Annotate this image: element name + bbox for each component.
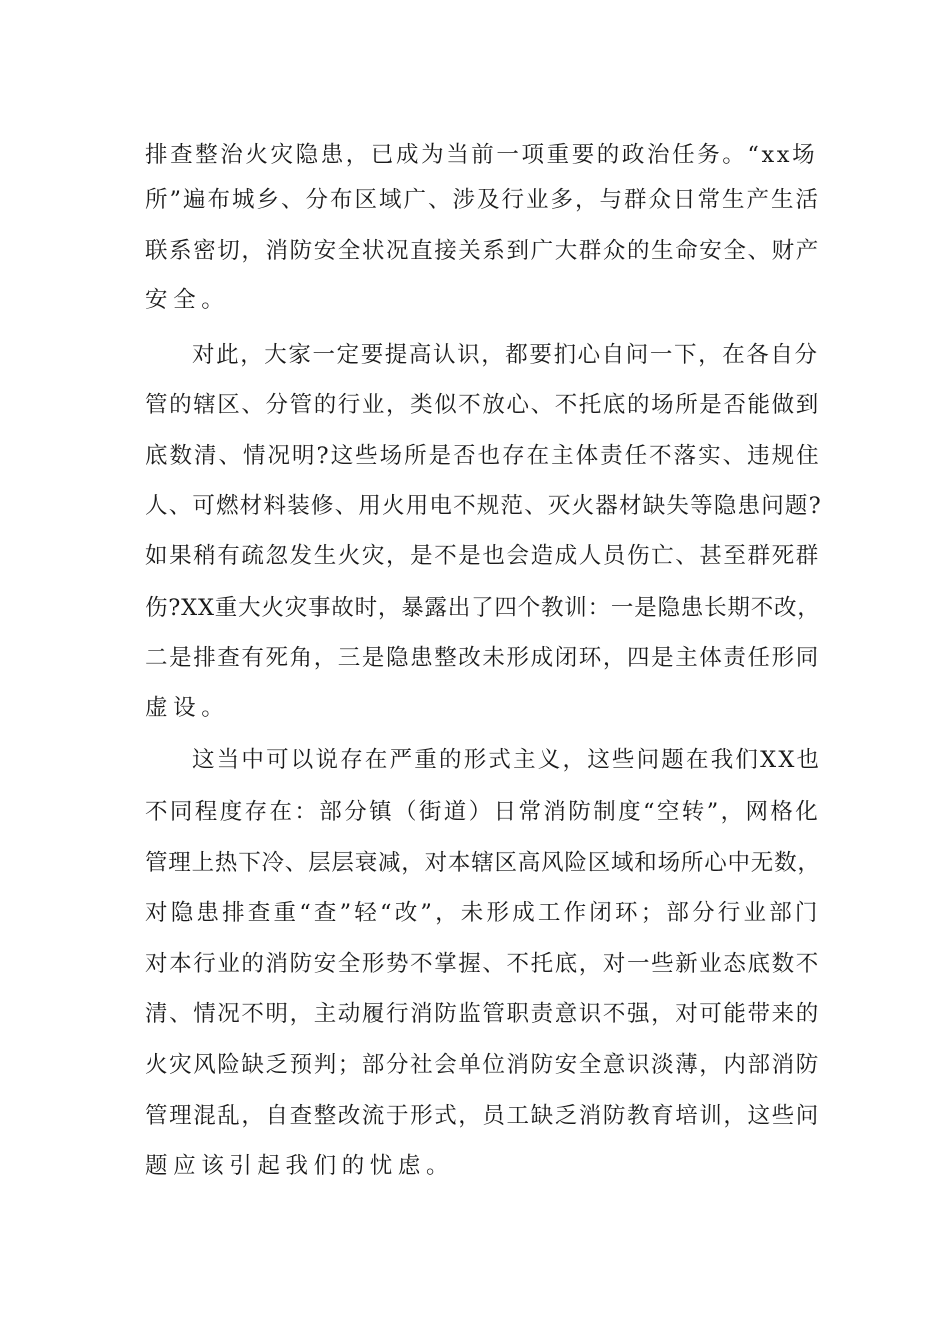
paragraph-2-line-6: 伤?XX重大火灾事故时，暴露出了四个教训：一是隐患长期不改， — [145, 595, 821, 621]
paragraph-2-line-8: 虚设。 — [145, 695, 230, 721]
paragraph-2-line-4: 人、可燃材料装修、用火用电不规范、灭火器材缺失等隐患问题? — [145, 493, 822, 519]
paragraph-2-line-5: 如果稍有疏忽发生火灾，是不是也会造成人员伤亡、甚至群死群 — [145, 543, 820, 569]
paragraph-3-line-6: 清、情况不明，主动履行消防监管职责意识不强，对可能带来的 — [145, 1001, 820, 1027]
paragraph-3-line-7: 火灾风险缺乏预判；部分社会单位消防安全意识淡薄，内部消防 — [145, 1052, 820, 1078]
paragraph-2-line-7: 二是排查有死角，三是隐患整改未形成闭环，四是主体责任形同 — [145, 645, 820, 671]
paragraph-1-line-2: 所”遍布城乡、分布区域广、涉及行业多，与群众日常生产生活 — [145, 187, 821, 213]
paragraph-2-line-2: 管的辖区、分管的行业，类似不放心、不托底的场所是否能做到 — [145, 392, 820, 418]
paragraph-3-line-5: 对本行业的消防安全形势不掌握、不托底，对一些新业态底数不 — [145, 951, 820, 977]
paragraph-3-line-9: 题应该引起我们的忧虑。 — [145, 1153, 455, 1179]
paragraph-2-line-1: 对此，大家一定要提高认识，都要扪心自问一下，在各自分 — [192, 342, 819, 368]
paragraph-3-line-4: 对隐患排查重“查”轻“改”，未形成工作闭环；部分行业部门 — [145, 900, 821, 926]
paragraph-2-line-3: 底数清、情况明?这些场所是否也存在主体责任不落实、违规住 — [145, 443, 821, 469]
paragraph-3-line-2: 不同程度存在：部分镇（街道）日常消防制度“空转”，网格化 — [145, 799, 821, 825]
paragraph-3-line-3: 管理上热下冷、层层衰减，对本辖区高风险区域和场所心中无数， — [145, 850, 821, 876]
paragraph-3-line-8: 管理混乱，自查整改流于形式，员工缺乏消防教育培训，这些问 — [145, 1103, 820, 1129]
paragraph-1-line-4: 安全。 — [145, 287, 230, 313]
paragraph-1-line-1: 排查整治火灾隐患，已成为当前一项重要的政治任务。“xx场 — [145, 142, 818, 168]
paragraph-1-line-3: 联系密切，消防安全状况直接关系到广大群众的生命安全、财产 — [145, 238, 820, 264]
paragraph-3-line-1: 这当中可以说存在严重的形式主义，这些问题在我们XX也 — [192, 747, 822, 773]
